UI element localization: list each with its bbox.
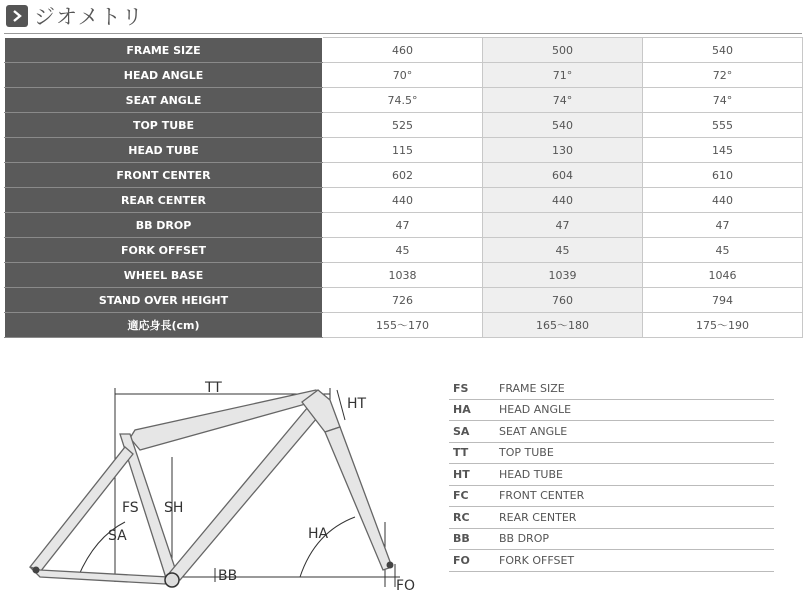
legend-abbr: FC (453, 489, 469, 503)
geometry-legend (449, 378, 774, 572)
geometry-row (5, 63, 803, 88)
label-tt: TT (205, 380, 222, 396)
legend-abbr: HA (453, 403, 471, 417)
geometry-table (4, 37, 803, 338)
geometry-cell: 70° (323, 63, 483, 88)
geometry-row-label: TOP TUBE (5, 113, 323, 138)
legend-item (449, 421, 774, 443)
geometry-row (5, 263, 803, 288)
chain-stay (30, 567, 168, 584)
geometry-cell: 71° (483, 63, 643, 88)
geometry-cell: 555 (643, 113, 803, 138)
geometry-cell: 45 (643, 238, 803, 263)
geometry-cell: 74° (483, 88, 643, 113)
geometry-cell: 440 (643, 188, 803, 213)
legend-item (449, 486, 774, 508)
fork (325, 427, 392, 570)
legend-abbr: FO (453, 553, 470, 567)
geometry-row (5, 138, 803, 163)
legend-abbr: RC (453, 510, 470, 524)
geometry-row (5, 163, 803, 188)
legend-name: HEAD TUBE (499, 467, 563, 481)
geometry-row-label: FRAME SIZE (5, 38, 323, 63)
legend-name: REAR CENTER (499, 510, 577, 524)
legend-item (449, 550, 774, 572)
geometry-cell: 175〜190 (643, 313, 803, 338)
geometry-row (5, 38, 803, 63)
geometry-cell: 440 (483, 188, 643, 213)
geometry-row-label: HEAD TUBE (5, 138, 323, 163)
legend-name: FRAME SIZE (499, 381, 565, 395)
geometry-row (5, 238, 803, 263)
geometry-row (5, 288, 803, 313)
geometry-cell: 47 (323, 213, 483, 238)
geometry-row (5, 313, 803, 338)
legend-item (449, 443, 774, 465)
geometry-cell: 165〜180 (483, 313, 643, 338)
legend-abbr: BB (453, 532, 470, 546)
geometry-row-label: SEAT ANGLE (5, 88, 323, 113)
legend-name: SEAT ANGLE (499, 424, 568, 438)
legend-name: BB DROP (499, 532, 549, 546)
geometry-cell: 500 (483, 38, 643, 63)
section-title: ジオメトリ (34, 5, 144, 29)
legend-item (449, 378, 774, 400)
geometry-cell: 540 (483, 113, 643, 138)
geometry-row-label: BB DROP (5, 213, 323, 238)
geometry-row-label: 適応身長(cm) (5, 313, 323, 338)
geometry-row-label: HEAD ANGLE (5, 63, 323, 88)
geometry-cell: 525 (323, 113, 483, 138)
geometry-cell: 47 (483, 213, 643, 238)
label-ht: HT (347, 396, 367, 412)
label-sh: SH (164, 500, 184, 516)
geometry-cell: 45 (323, 238, 483, 263)
geometry-row-label: FRONT CENTER (5, 163, 323, 188)
legend-abbr: FS (453, 381, 469, 395)
geometry-row (5, 113, 803, 138)
geometry-cell: 602 (323, 163, 483, 188)
ht-dimension-line (337, 390, 345, 420)
geometry-row (5, 88, 803, 113)
seat-stay (30, 447, 133, 572)
legend-item (449, 464, 774, 486)
geometry-cell: 155〜170 (323, 313, 483, 338)
geometry-cell: 1038 (323, 263, 483, 288)
legend-item (449, 529, 774, 551)
section-header (6, 2, 144, 30)
geometry-row-label: FORK OFFSET (5, 238, 323, 263)
geometry-cell: 74° (643, 88, 803, 113)
legend-abbr: HT (453, 467, 470, 481)
legend-name: HEAD ANGLE (499, 403, 572, 417)
geometry-cell: 760 (483, 288, 643, 313)
geometry-row (5, 188, 803, 213)
geometry-cell: 540 (643, 38, 803, 63)
geometry-cell: 47 (643, 213, 803, 238)
label-fs: FS (122, 500, 139, 516)
geometry-cell: 1046 (643, 263, 803, 288)
front-axle (387, 562, 394, 569)
geometry-row-label: STAND OVER HEIGHT (5, 288, 323, 313)
geometry-cell: 145 (643, 138, 803, 163)
frame-geometry-diagram (0, 372, 420, 600)
geometry-row-label: REAR CENTER (5, 188, 323, 213)
legend-item (449, 507, 774, 529)
geometry-cell: 726 (323, 288, 483, 313)
geometry-row (5, 213, 803, 238)
geometry-cell: 794 (643, 288, 803, 313)
geometry-cell: 1039 (483, 263, 643, 288)
legend-abbr: TT (453, 446, 469, 460)
geometry-cell: 130 (483, 138, 643, 163)
rear-axle (33, 567, 40, 574)
legend-item (449, 400, 774, 422)
legend-name: TOP TUBE (499, 446, 554, 460)
legend-name: FRONT CENTER (499, 489, 585, 503)
legend-name: FORK OFFSET (499, 553, 575, 567)
geometry-cell: 115 (323, 138, 483, 163)
geometry-cell: 610 (643, 163, 803, 188)
label-fo: FO (396, 578, 416, 594)
header-divider (4, 33, 802, 34)
geometry-cell: 460 (323, 38, 483, 63)
geometry-cell: 72° (643, 63, 803, 88)
geometry-cell: 440 (323, 188, 483, 213)
geometry-cell: 604 (483, 163, 643, 188)
bb-shell (165, 573, 179, 587)
geometry-cell: 74.5° (323, 88, 483, 113)
label-sa: SA (108, 528, 127, 544)
chevron-right-icon (6, 5, 28, 27)
label-bb: BB (218, 568, 238, 584)
geometry-row-label: WHEEL BASE (5, 263, 323, 288)
geometry-cell: 45 (483, 238, 643, 263)
legend-abbr: SA (453, 424, 470, 438)
label-ha: HA (308, 526, 329, 542)
